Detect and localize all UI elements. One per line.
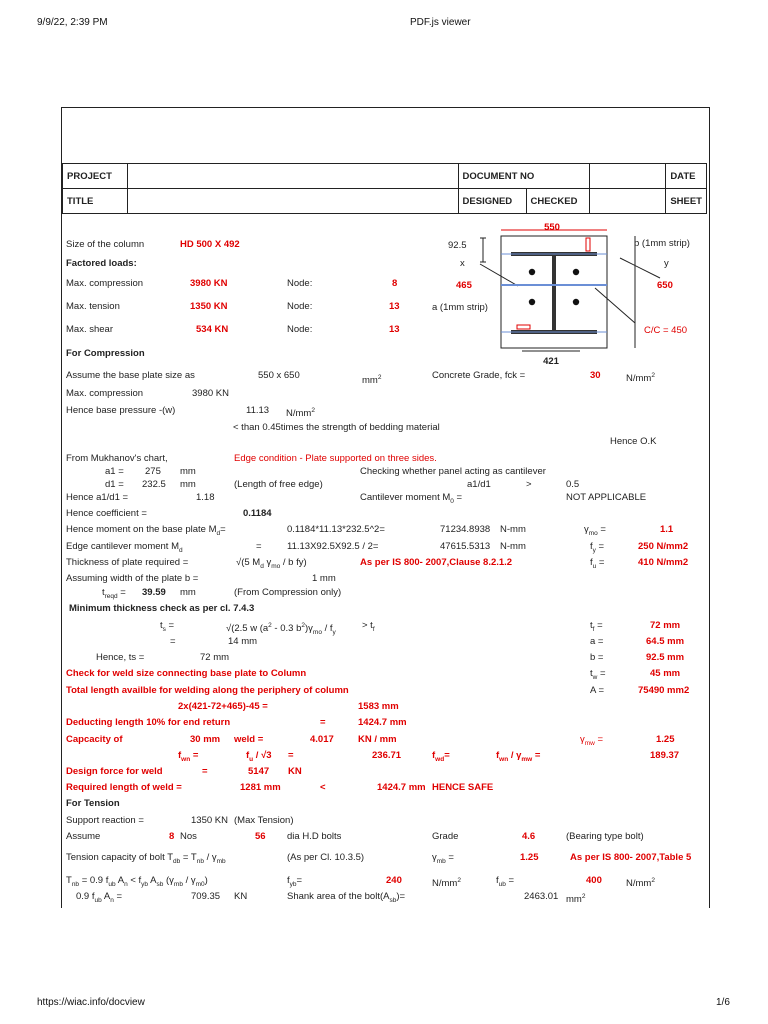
tension-capacity-label: Tension capacity of bolt $T_{db} = T_{nb} / \gamma_{mb}$ [66,852,226,865]
base-pressure-label: Hence base pressure -(w) [66,405,176,416]
column-value: HD 500 X 492 [180,239,240,250]
title-block [62,163,707,214]
ts-label: $t_s$ = [160,620,175,633]
hence-ratio-label: Hence a1/d1 = [66,492,129,503]
fyb-value: 240 [386,875,402,886]
max-tension-label: Max. tension [66,301,120,312]
design-force-value: 5147 [248,766,270,777]
edge-formula: 11.13X92.5X92.5 / 2= [287,541,379,552]
deduct-value: 1424.7 mm [358,717,407,728]
is800-table: As per IS 800- 2007,Table 5 [570,852,692,863]
max-tension-value: 1350 KN [190,301,228,312]
cantilever-check: Checking whether panel acting as cantilever [360,466,546,477]
plate-width-value: 1 mm [312,573,336,584]
bolt-count: 8 [169,831,175,842]
gamma-mo-value: 1.1 [660,524,674,535]
print-title: PDF.js viewer [410,17,471,28]
min-thickness-heading: Minimum thickness check as per cl. 7.4.3 [69,603,255,614]
required-length-value: 1281 mm [240,782,281,793]
design-force-label: Design force for weld [66,766,163,777]
periphery-value: 1583 mm [358,701,399,712]
fy-label: $f_y$ = [590,541,605,554]
fu-label: $f_u$ = [590,557,605,570]
project-label: PROJECT [63,164,128,189]
b-value: 92.5 mm [646,652,685,663]
capacity-formula-label: 0.9 $f_{ub}$ $A_n$ = [76,891,123,904]
plate-unit: $mm^2$ [362,374,382,387]
fwn-eq: = [288,750,294,761]
weld-unit: KN / mm [358,734,397,745]
dim-left: 92.5 [448,240,467,251]
d1-label: d1 = [105,479,124,490]
a-strip-label: a (1mm strip) [432,302,488,313]
capacity-value: 709.35 [191,891,221,902]
page-header [0,17,768,31]
moment-label: Hence moment on the base plate $M_d=$ [66,524,226,537]
thickness-label: Thickness of plate required = [66,557,189,568]
free-edge-note: (Length of free edge) [234,479,323,490]
dim-465: 465 [456,280,472,291]
axis-y: y [664,258,669,269]
axis-x: x [460,258,465,269]
column-label: Size of the column [66,239,145,250]
gamma-mb-value: 1.25 [520,852,539,863]
a1d1-label: a1/d1 [467,479,491,490]
moment-formula: 0.1184*11.13*232.5^2= [287,524,385,535]
fwn-label: $f_{wn}$ = [178,750,199,763]
bedding-note: < than 0.45times the strength of bedding material [233,422,440,433]
assume-plate-label: Assume the base plate size as [66,370,195,381]
required-length-label: Required length of weld = [66,782,182,793]
tf-label: $t_f$ = [590,620,603,633]
base-plate-sketch [420,218,708,366]
treqd-note: (From Compression only) [234,587,342,598]
title-value [127,189,458,214]
fub-unit: $N/mm^2$ [626,877,655,890]
capacity-unit: KN [234,891,248,902]
project-value [127,164,458,189]
fwn-value: 236.71 [372,750,402,761]
document-no-value [589,164,666,189]
fwd-label: $f_{wd}=$ [432,750,450,763]
print-datetime: 9/9/22, 2:39 PM [37,17,108,28]
edge-eq: = [256,541,262,552]
hence-safe: HENCE SAFE [432,782,494,793]
hence-ratio-value: 1.18 [196,492,215,503]
weld-size: 30 mm [190,734,221,745]
moment-value: 71234.8938 [440,524,491,535]
fy-value: 250 N/mm2 [638,541,689,552]
a1-label: a1 = [105,466,124,477]
tf-value: 72 mm [650,620,681,631]
compression-heading: For Compression [66,348,145,359]
is800-ref: As per IS 800- 2007,Clause 8.2.1.2 [360,557,513,568]
grade-label: Grade [432,831,459,842]
page-number: 1/6 [716,997,730,1008]
b-strip-label: b (1mm strip) [634,238,690,249]
dim-650: 650 [657,280,673,291]
gamma-mo-label: $\gamma_{mo}$ = [584,524,606,537]
treqd-unit: mm [180,587,196,598]
max-compression-label-2: Max. compression [66,388,144,399]
base-pressure-value: 11.13 [246,405,270,416]
a-label: a = [590,636,604,647]
a1-value: 275 [145,466,161,477]
gt-sign: > [526,479,532,490]
tension-heading: For Tension [66,798,120,809]
node-value: 13 [389,301,400,312]
edge-moment-label: Edge cantilever moment $M_d$ [66,541,183,554]
column-section [501,238,607,334]
document-no-label: DOCUMENT NO [458,164,589,189]
hence-ts-value: 72 mm [200,652,230,663]
tnb-formula: $T_{nb} = 0.9$ $f_{ub}$ $A_n < f_{yb}$ $A_{sb}$ $(\gamma_{mb} / \gamma_{m0})$ [66,875,208,888]
empty-cell [589,189,666,214]
grade-value: 4.6 [522,831,536,842]
bearing-note: (Bearing type bolt) [566,831,644,842]
deduct-label: Deducting length 10% for end return [66,717,231,728]
cl-ref: (As per Cl. 10.3.5) [287,852,365,863]
plate-size: 550 x 650 [258,370,300,381]
fu-value: 410 N/mm2 [638,557,689,568]
cantilever-moment-label: Cantilever moment $M_0$ = [360,492,463,505]
dim-top: 550 [544,222,560,233]
ts-gt-tf: > $t_f$ [362,620,375,633]
edge-condition: Edge condition - Plate supported on three sides. [234,453,437,464]
treqd-value: 39.59 [142,587,166,598]
gamma-mw-label: $\gamma_{mw}$ = [580,734,604,747]
title-label: TITLE [63,189,128,214]
edge-moment-unit: N-mm [500,541,526,552]
node-value: 13 [389,324,400,335]
gamma-mb-label: $\gamma_{mb}$ = [432,852,454,865]
capacity-label: Capcacity of [66,734,123,745]
fyb-unit: $N/mm^2$ [432,877,461,890]
weld-label: weld = [234,734,264,745]
max-compression-value-2: 3980 KN [192,388,229,399]
fub-label: $f_{ub}$ = [496,875,515,888]
A-label: A = [590,685,604,696]
edge-moment-value: 47615.5313 [440,541,491,552]
required-lt: < [320,782,326,793]
fck-value: 30 [590,370,601,381]
node-label: Node: [287,324,313,335]
fck-unit: $N/mm^2$ [626,372,655,385]
cc-label: C/C = 450 [644,325,688,336]
sheet-label: SHEET [666,189,707,214]
plate-width-label: Assuming width of the plate b = [66,573,199,584]
max-shear-value: 534 KN [196,324,229,335]
fwd-formula: $f_{wn} / \gamma_{mw}$ = [496,750,541,763]
thickness-formula: √(5 $M_d$ $\gamma_{mo}$ / b fy) [236,557,307,570]
weld-check-heading: Check for weld size connecting base plate to Column [66,668,307,679]
treqd-label: $t_{reqd}$ = [102,587,126,600]
design-force-unit: KN [288,766,302,777]
node-label: Node: [287,301,313,312]
required-available: 1424.7 mm [377,782,426,793]
mukhanov-label: From Mukhanov's chart, [66,453,168,464]
periphery-formula: 2x(421-72+465)-45 = [178,701,268,712]
not-applicable: NOT APPLICABLE [566,492,647,503]
tw-value: 45 mm [650,668,681,679]
date-label: DATE [666,164,707,189]
val-14: 14 mm [228,636,258,647]
eq-sign: = [170,636,176,647]
factored-loads-heading: Factored loads: [66,258,137,269]
max-shear-label: Max. shear [66,324,113,335]
d1-value: 232.5 [142,479,166,490]
a-value: 64.5 mm [646,636,685,647]
support-reaction-value: 1350 KN [191,815,228,826]
d1-unit: mm [180,479,196,490]
gamma-mw-value: 1.25 [656,734,675,745]
bolt-dia: 56 [255,831,266,842]
footer-url[interactable]: https://wiac.info/docview [37,997,145,1008]
moment-unit: N-mm [500,524,526,535]
fub-value: 400 [586,875,602,886]
tw-label: $t_w$ = [590,668,606,681]
coefficient-label: Hence coefficient = [66,508,147,519]
support-reaction-label: Support reaction = [66,815,144,826]
node-label: Node: [287,278,313,289]
b-label: b = [590,652,604,663]
ts-formula: √(2.5 w ($a^2 - 0.3$ $b^2)\gamma_{mo} / f_y$ [226,622,336,637]
fyb-label: $f_{yb}=$ [287,875,303,888]
total-length-heading: Total length availble for welding along the periphery of column [66,685,349,696]
hence-ok: Hence O.K [610,436,657,447]
base-pressure-unit: $N/mm^2$ [286,407,315,420]
shank-area-value: 2463.01 [524,891,559,902]
hence-ts-label: Hence, ts = [96,652,145,663]
support-reaction-note: (Max Tension) [234,815,294,826]
design-force-eq: = [202,766,208,777]
node-value: 8 [392,278,398,289]
designed-label: DESIGNED [458,189,526,214]
checked-label: CHECKED [526,189,589,214]
bolt-nos: Nos [180,831,197,842]
shank-area-label: Shank area of the $bolt(A_{sb})=$ [287,891,406,904]
dim-bottom: 421 [543,356,559,366]
coefficient-value: 0.1184 [243,508,272,519]
shank-area-unit: $mm^2$ [566,893,586,906]
A-value: 75490 mm2 [638,685,690,696]
a1-unit: mm [180,466,196,477]
ratio-limit: 0.5 [566,479,580,490]
fwd-value: 189.37 [650,750,680,761]
assume-label: Assume [66,831,101,842]
max-compression-label: Max. compression [66,278,144,289]
bolt-dia-label: dia H.D bolts [287,831,342,842]
max-compression-value: 3980 KN [190,278,228,289]
concrete-grade-label: Concrete Grade, fck = [432,370,526,381]
fwn-formula: $f_u / √3$ [246,750,272,763]
deduct-eq: = [320,717,326,728]
weld-capacity: 4.017 [310,734,334,745]
page-footer [0,997,768,1011]
